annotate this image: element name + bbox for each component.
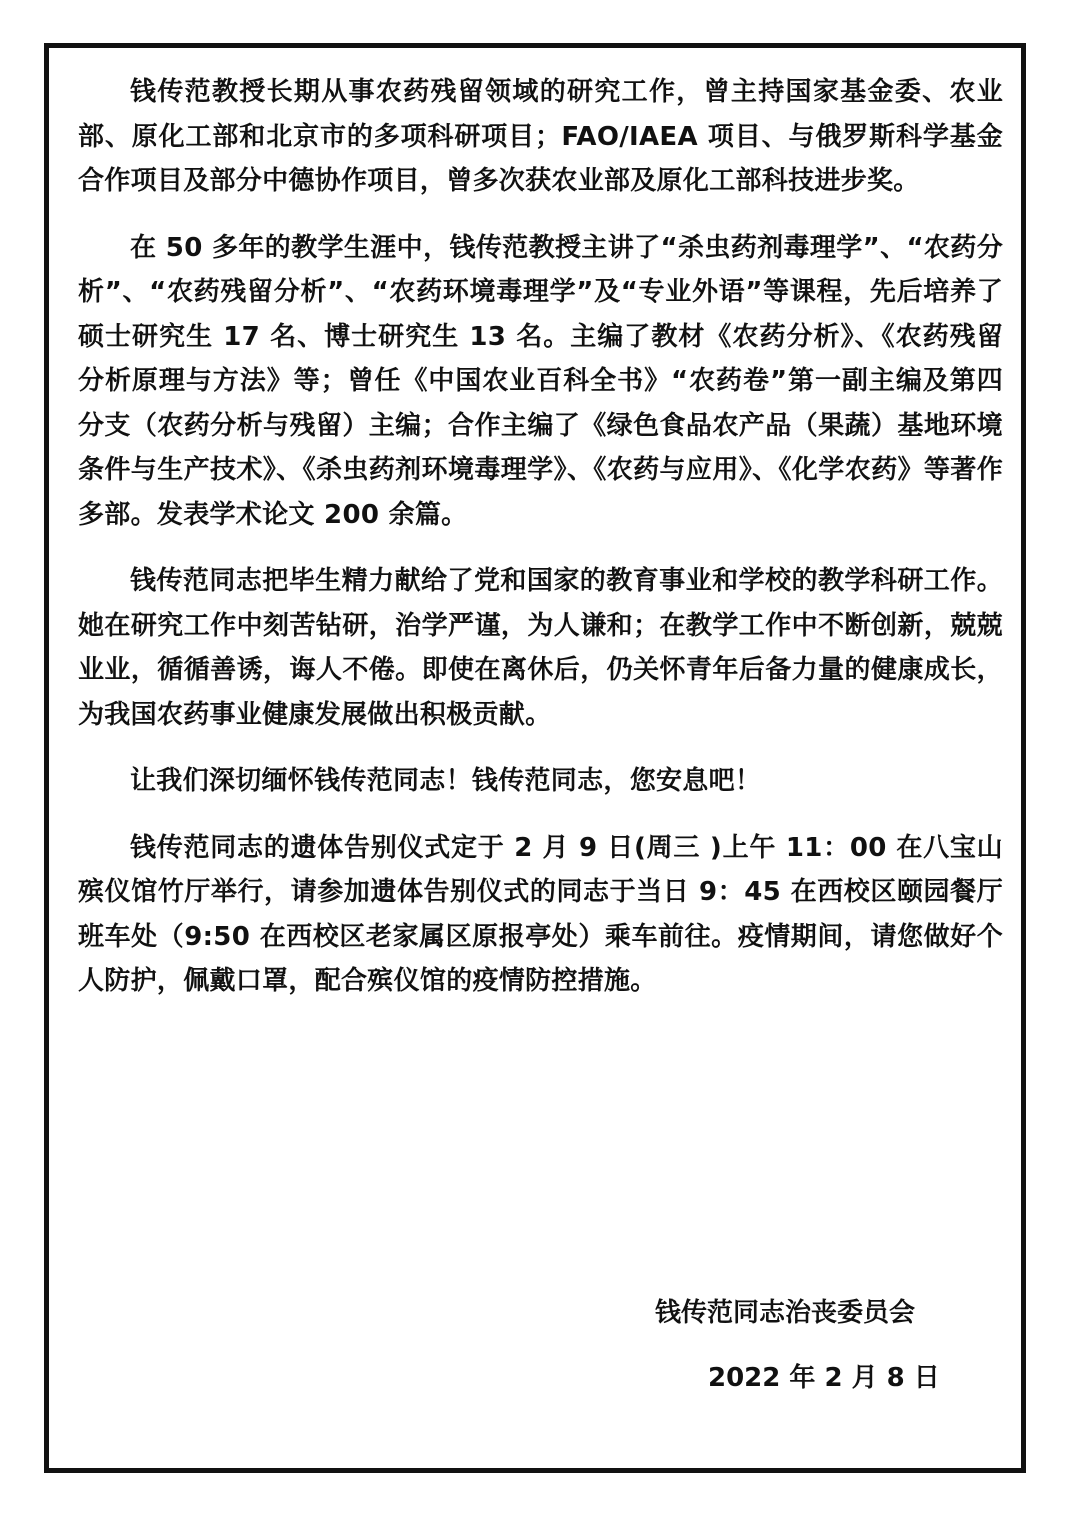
paragraph-dedication: 钱传范同志把毕生精力献给了党和国家的教育事业和学校的教学科研工作。她在研究工作中刻苦钻研，治学严谨，为人谦和；在教学工作中不断创新，兢兢业业，循循善诱，诲人不倦。即使在离休后，仍关怀青年后备力量的健康成长，为我国农药事业健康发展做出积极贡献。 — [78, 566, 1003, 730]
document-body — [78, 70, 1003, 1026]
paragraph-farewell-ceremony: 钱传范同志的遗体告别仪式定于 2 月 9 日(周三 )上午 11：00 在八宝山殡仪馆竹厅举行，请参加遗体告别仪式的同志于当日 9：45 在西校区颐园餐厅班车处（9:50 在西校区老家属区原报亭处）乘车前往。疫情期间，请您做好个人防护，佩戴口罩，配合殡仪馆的疫情防控措施。 — [78, 832, 1003, 996]
paragraph-research: 钱传范教授长期从事农药残留领域的研究工作，曾主持国家基金委、农业部、原化工部和北京市的多项科研项目；FAO/IAEA 项目、与俄罗斯科学基金合作项目及部分中德协作项目，曾多次获农业部及原化工部科技进步奖。 — [78, 77, 1003, 196]
signature-committee: 钱传范同志治丧委员会 — [655, 1298, 916, 1328]
paragraph-teaching: 在 50 多年的教学生涯中，钱传范教授主讲了“杀虫药剂毒理学”、“农药分析”、“农药残留分析”、“农药环境毒理学”及“专业外语”等课程，先后培养了硕士研究生 17 名、博士研究生 13 名。主编了教材《农药分析》、《农药残留分析原理与方法》等；曾任《中国农业百科全书》“农药卷”第一副主编及第四分支（农药分析与残留）主编；合作主编了《绿色食品农产品（果蔬）基地环境条件与生产技术》、《杀虫药剂环境毒理学》、《农药与应用》、《化学农药》等著作多部。发表学术论文 200 余篇。 — [78, 232, 1003, 530]
paragraph-memorial: 让我们深切缅怀钱传范同志！钱传范同志，您安息吧！ — [130, 766, 762, 796]
signature-date: 2022 年 2 月 8 日 — [708, 1363, 940, 1393]
